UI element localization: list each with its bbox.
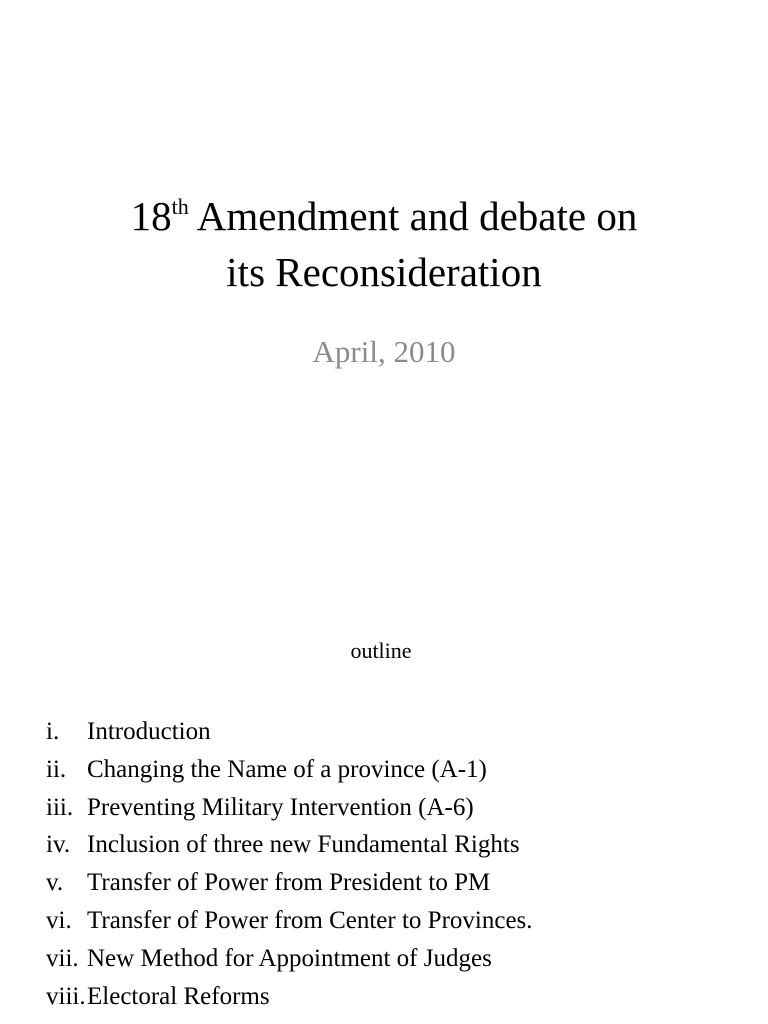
outline-item-text: Electoral Reforms — [87, 982, 270, 1010]
outline-item-number: iv. — [46, 831, 71, 859]
outline-list — [46, 713, 533, 1015]
outline-item-number: vi. — [46, 906, 72, 934]
outline-item — [46, 902, 533, 940]
outline-item-number: ii. — [46, 755, 67, 783]
outline-item-text: Preventing Military Intervention (A-6) — [87, 793, 474, 821]
title-number: 18 — [130, 193, 172, 239]
title-line1-rest: Amendment and debate on — [188, 193, 638, 239]
outline-item — [46, 826, 533, 864]
title-line2: its Reconsideration — [226, 249, 542, 295]
outline-item-number: viii. — [46, 982, 86, 1010]
outline-item-number: v. — [46, 869, 64, 897]
outline-item-text: Inclusion of three new Fundamental Rights — [87, 831, 520, 859]
outline-item — [46, 940, 533, 978]
outline-item — [46, 789, 533, 827]
outline-heading: outline — [350, 638, 412, 663]
outline-item-number: iii. — [46, 793, 74, 821]
outline-item-text: Transfer of Power from President to PM — [87, 869, 491, 897]
outline-item — [46, 751, 533, 789]
outline-item-text: Transfer of Power from Center to Provinces. — [87, 906, 533, 934]
outline-item-text: New Method for Appointment of Judges — [87, 944, 492, 972]
outline-item-number: i. — [46, 718, 60, 745]
title-superscript: th — [171, 194, 189, 219]
slide-title — [0, 188, 768, 300]
outline-item — [46, 978, 533, 1016]
outline-item — [46, 713, 533, 751]
outline-item-number: vii. — [46, 944, 79, 972]
slide-date: April, 2010 — [312, 334, 456, 369]
outline-item-text: Introduction — [87, 718, 211, 745]
outline-item — [46, 864, 533, 902]
outline-item-text: Changing the Name of a province (A-1) — [87, 755, 487, 783]
